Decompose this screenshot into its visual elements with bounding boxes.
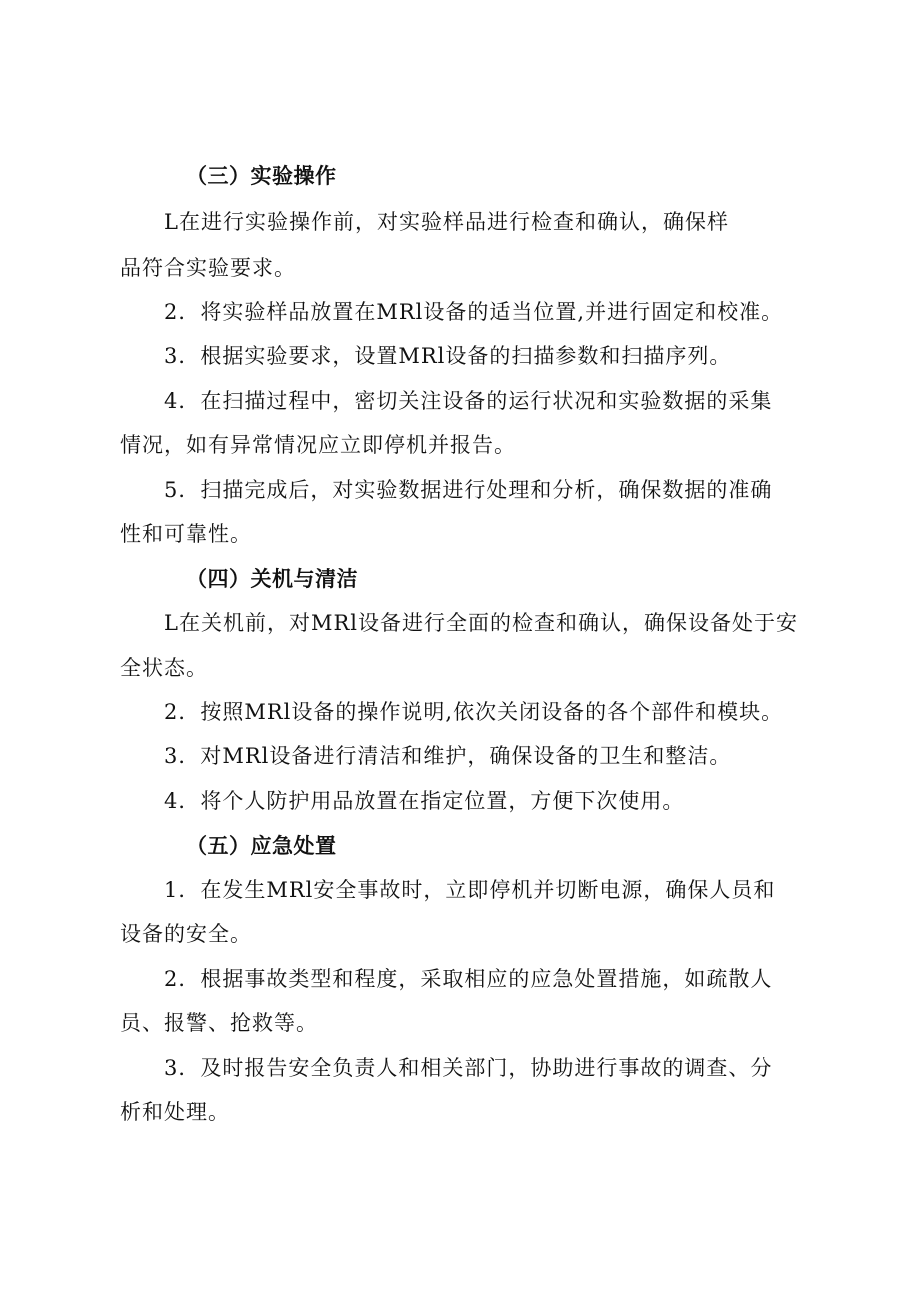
section-4-item-3-line-1: 3．对MRl设备进行清洁和维护，确保设备的卫生和整洁。 (164, 744, 732, 768)
section-5-item-2-line-2: 员、报警、抢救等。 (120, 1011, 318, 1035)
section-5-item-2-line-1: 2．根据事故类型和程度，采取相应的应急处置措施，如疏散人 (164, 967, 773, 991)
section-3-item-4-line-1: 4．在扫描过程中，密切关注设备的运行状况和实验数据的采集 (164, 389, 773, 413)
section-3-item-5-line-2: 性和可靠性。 (120, 522, 252, 546)
section-4-item-4-line-1: 4．将个人防护用品放置在指定位置，方便下次使用。 (164, 789, 685, 813)
section-3-item-1-line-2: 品符合实验要求。 (120, 256, 296, 280)
section-4-item-1-line-1: L在关机前，对MRl设备进行全面的检查和确认，确保设备处于安 (164, 611, 798, 635)
section-3-item-4-line-2: 情况，如有异常情况应立即停机并报告。 (120, 433, 516, 457)
section-5-item-1-line-2: 设备的安全。 (120, 922, 252, 946)
section-4-heading: （四）关机与清洁 (186, 567, 358, 591)
section-3-item-3-line-1: 3．根据实验要求，设置MRl设备的扫描参数和扫描序列。 (164, 344, 732, 368)
section-5-item-3-line-2: 析和处理。 (120, 1100, 230, 1124)
section-5-item-3-line-1: 3．及时报告安全负责人和相关部门，协助进行事故的调查、分 (164, 1056, 773, 1080)
section-3-heading: （三）实验操作 (186, 164, 337, 188)
section-4-item-1-line-2: 全状态。 (120, 656, 208, 680)
section-3-item-1-line-1: L在进行实验操作前，对实验样品进行检查和确认，确保样 (164, 210, 729, 234)
section-5-item-1-line-1: 1．在发生MRl安全事故时，立即停机并切断电源，确保人员和 (164, 878, 776, 902)
section-5-heading: （五）应急处置 (186, 834, 337, 858)
section-3-item-2-line-1: 2．将实验样品放置在MRl设备的适当位置,并进行固定和校准。 (164, 300, 784, 324)
section-3-item-5-line-1: 5．扫描完成后，对实验数据进行处理和分析，确保数据的准确 (164, 478, 773, 502)
section-4-item-2-line-1: 2．按照MRl设备的操作说明,依次关闭设备的各个部件和模块。 (164, 700, 784, 724)
